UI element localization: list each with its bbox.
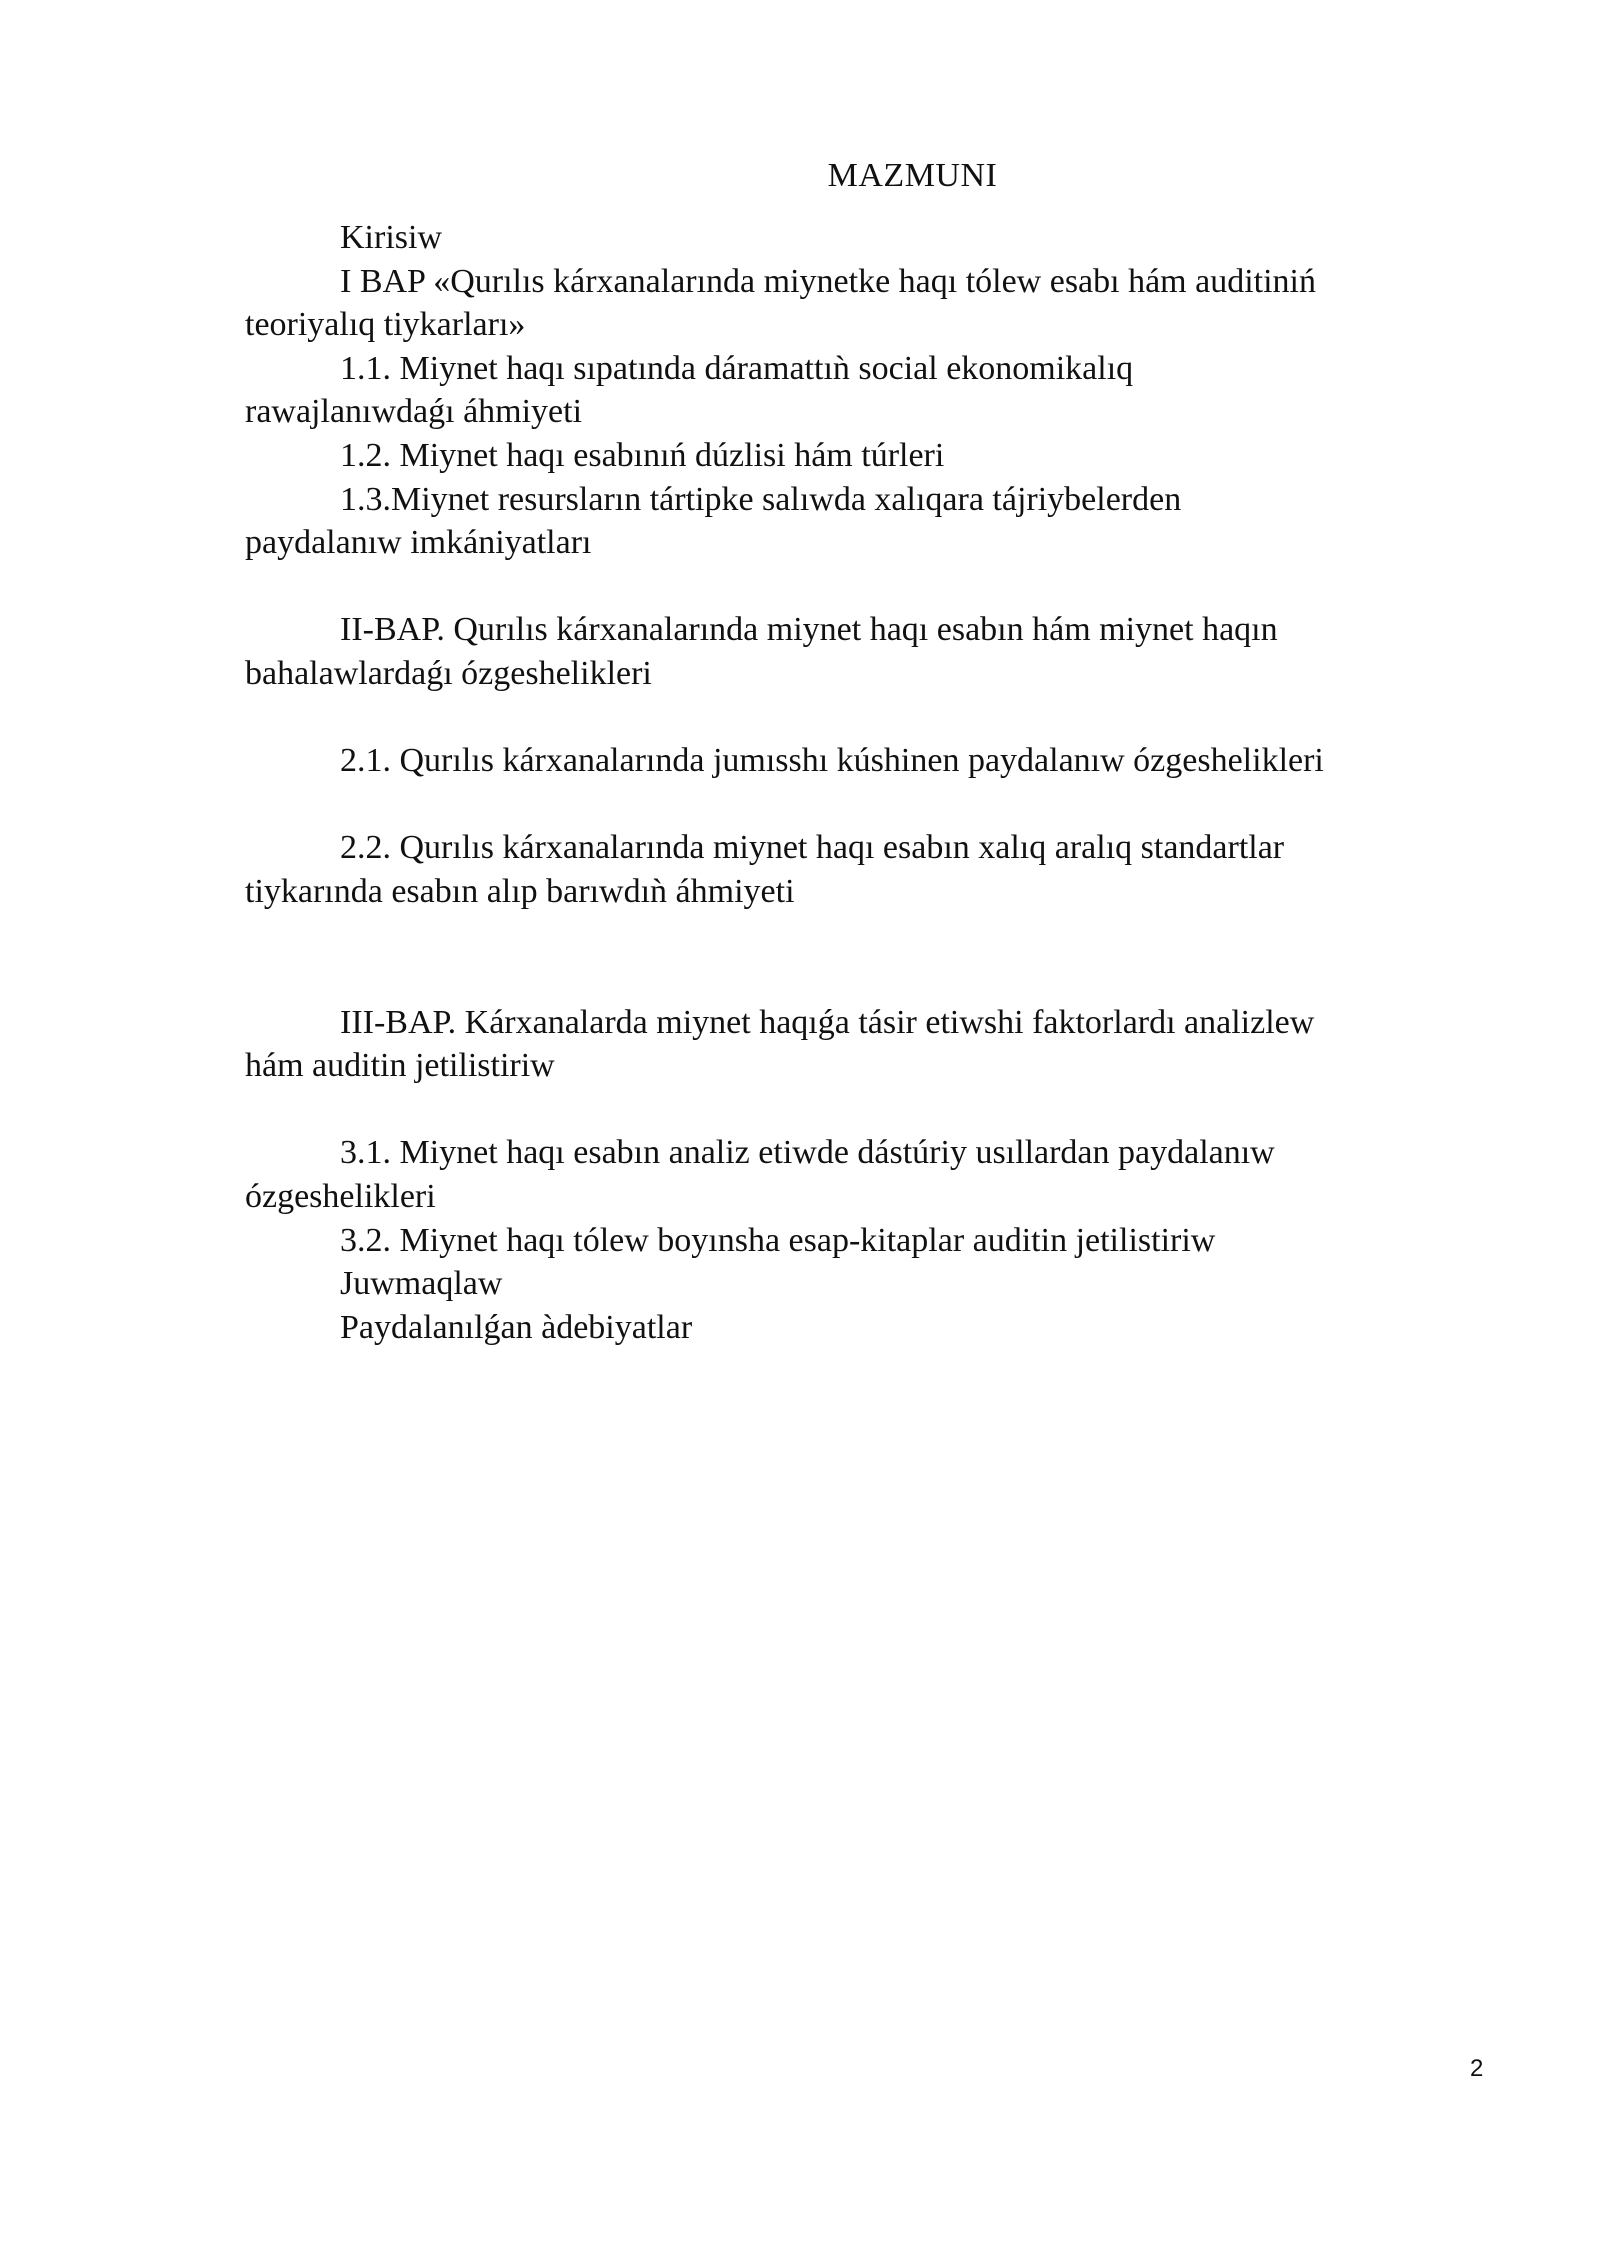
toc-entry-chapter-1: I BAP «Qurılıs kárxanalarında miynetke haqı tólew esabı hám auditiniń teoriyalıq tiykarları»	[245, 262, 1317, 344]
page-number: 2	[1470, 2055, 1484, 2082]
toc-entry-conclusion: Juwmaqlaw	[340, 1265, 503, 1303]
toc-entry-chapter-3: III-BAP. Kárxanalarda miynet haqıǵa tásir etiwshi faktorlardı analizlew hám auditin jetilistiriw	[245, 1003, 1315, 1085]
toc-entry-chapter-2: II-BAP. Qurılıs kárxanalarında miynet haqı esabın hám miynet haqın bahalawlardaǵı ózgeshelikleri	[245, 611, 1278, 692]
toc-entry-section-1-2: 1.2. Miynet haqı esabınıń dúzlisi hám túrleri	[340, 436, 945, 474]
toc-entry-section-3-2: 3.2. Miynet haqı tólew boyınsha esap-kitaplar auditin jetilistiriw	[340, 1221, 1216, 1259]
toc-entry-introduction: Kirisiw	[340, 219, 442, 256]
toc-entry-section-3-1: 3.1. Miynet haqı esabın analiz etiwde dástúriy usıllardan paydalanıw ózgeshelikleri	[245, 1134, 1275, 1216]
toc-entry-references: Paydalanılǵan àdebiyatlar	[340, 1308, 693, 1346]
table-of-contents	[245, 216, 1345, 1349]
toc-title: MAZMUNI	[827, 157, 998, 194]
toc-entry-section-2-2: 2.2. Qurılıs kárxanalarında miynet haqı esabın xalıq aralıq standartlar tiykarında esabın alıp barıwdıǹ áhmiyeti	[245, 829, 1285, 910]
toc-entry-section-1-3: 1.3.Miynet resursların tártipke salıwda xalıqara tájriybelerden paydalanıw imkániyatları	[245, 480, 1182, 562]
toc-entry-section-1-1: 1.1. Miynet haqı sıpatında dáramattıǹ social ekonomikalıq rawajlanıwdaǵı áhmiyeti	[245, 349, 1134, 431]
toc-entry-section-2-1: 2.1. Qurılıs kárxanalarında jumısshı kúshinen paydalanıw ózgeshelikleri	[340, 742, 1324, 780]
